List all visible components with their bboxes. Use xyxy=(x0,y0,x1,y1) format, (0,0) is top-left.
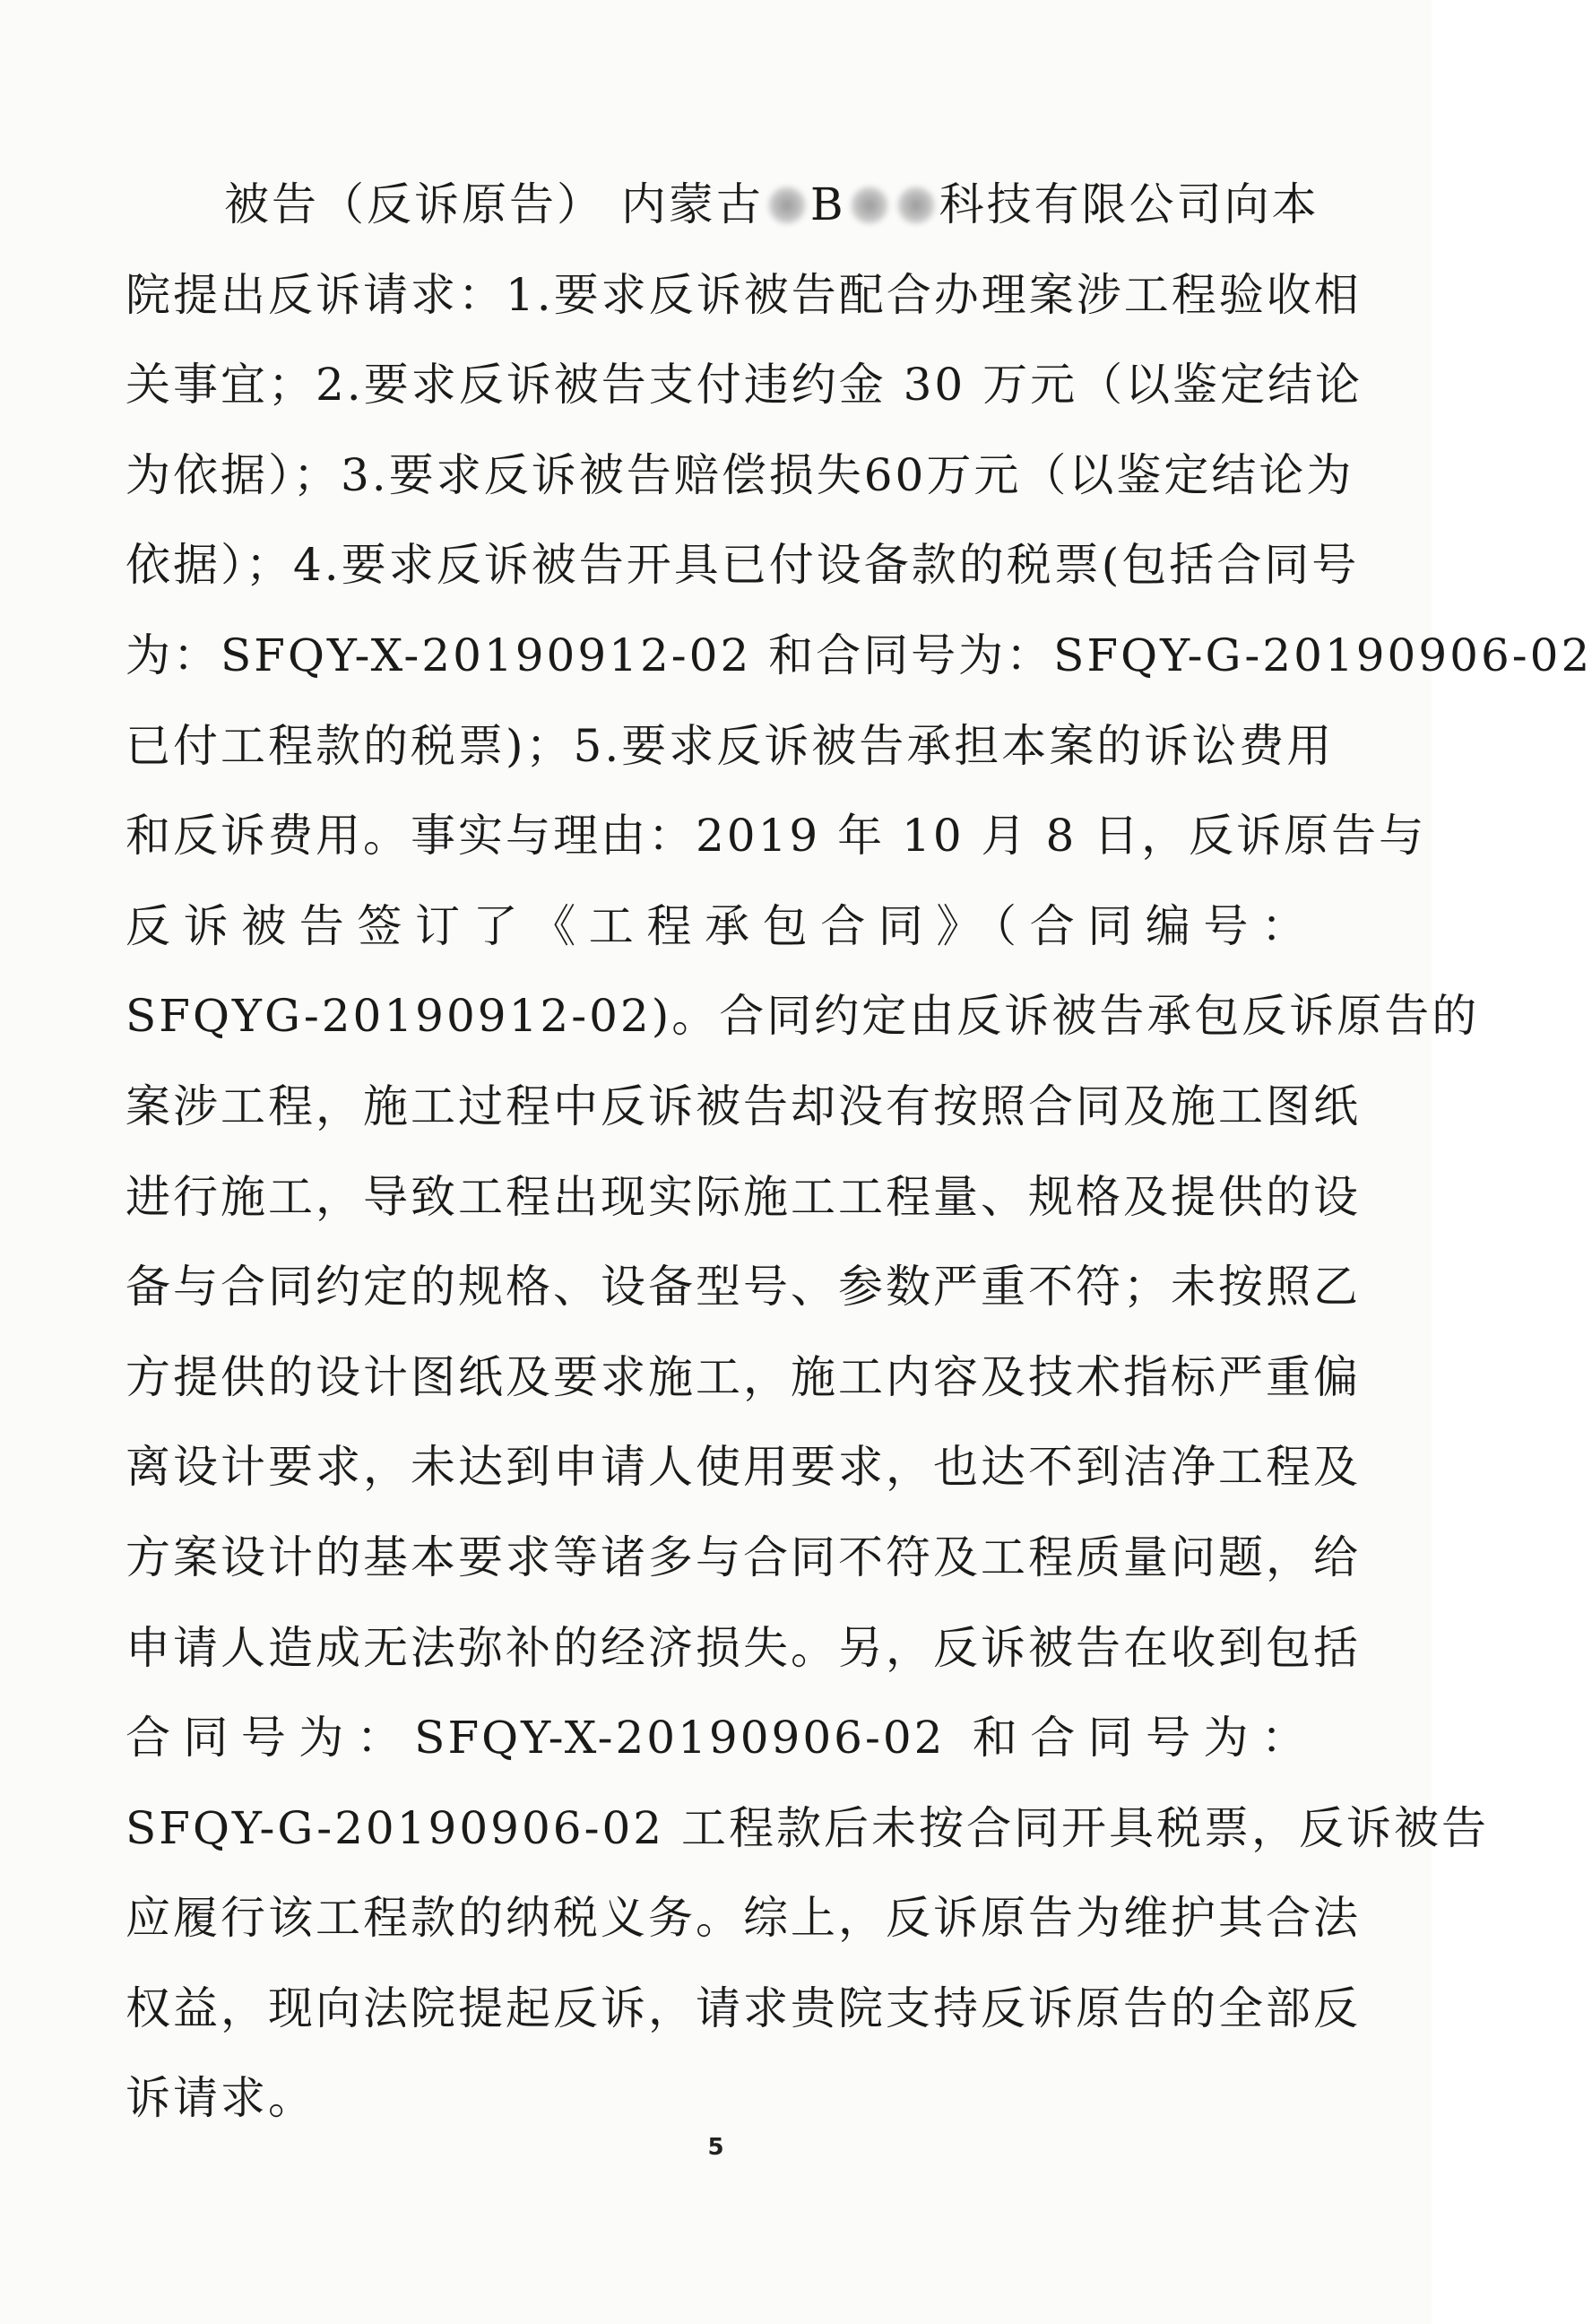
text-line-2: 院提出反诉请求：1.要求反诉被告配合办理案涉工程验收相 xyxy=(125,268,1362,321)
text-line-13: 备与合同约定的规格、设备型号、参数严重不符；未按照乙 xyxy=(125,1261,1361,1314)
text-line-4: 为依据）；3.要求反诉被告赔偿损失60万元（以鉴定结论为 xyxy=(125,448,1354,501)
text-line-1-end: 科技有限公司向本 xyxy=(939,178,1319,230)
text-line-22: 诉请求。 xyxy=(125,2072,316,2125)
counterclaim-paragraph xyxy=(125,160,1592,2144)
text-line-20: 应履行该工程款的纳税义务。综上，反诉原告为维护其合法 xyxy=(125,1892,1361,1945)
text-line-6: 为：SFQY-X-20190912-02 和合同号为：SFQY-G-20190906-02 xyxy=(125,629,1592,681)
text-line-5: 依据）；4.要求反诉被告开具已付设备款的税票(包括合同号 xyxy=(125,539,1360,592)
text-line-10: SFQYG-20190912-02)。合同约定由反诉被告承包反诉原告的 xyxy=(125,990,1480,1043)
text-line-16: 方案设计的基本要求等诸多与合同不符及工程质量问题，给 xyxy=(125,1531,1361,1583)
text-line-1 xyxy=(125,160,1319,250)
text-line-19: SFQY-G-20190906-02 工程款后未按合同开具税票，反诉被告 xyxy=(125,1801,1490,1854)
text-line-14: 方提供的设计图纸及要求施工，施工内容及技术指标严重偏 xyxy=(125,1350,1361,1403)
redaction-blur xyxy=(850,186,889,225)
redaction-blur xyxy=(896,186,936,225)
text-line-15: 离设计要求，未达到申请人使用要求，也达不到洁净工程及 xyxy=(125,1441,1361,1494)
redaction-blur xyxy=(767,186,807,225)
text-line-9: 反诉被告签订了《工程承包合同》（合同编号： xyxy=(125,899,1309,952)
text-line-8: 和反诉费用。事实与理由：2019 年 10 月 8 日，反诉原告与 xyxy=(125,810,1427,863)
text-line-18: 合同号为：SFQY-X-20190906-02 和合同号为： xyxy=(125,1712,1309,1765)
text-line-12: 进行施工，导致工程出现实际施工工程量、规格及提供的设 xyxy=(125,1170,1361,1223)
text-line-3: 关事宜；2.要求反诉被告支付违约金 30 万元（以鉴定结论 xyxy=(125,359,1363,412)
text-line-11: 案涉工程，施工过程中反诉被告却没有按照合同及施工图纸 xyxy=(125,1080,1361,1132)
redacted-company-letter: B xyxy=(809,178,846,230)
text-line-7: 已付工程款的税票)；5.要求反诉被告承担本案的诉讼费用 xyxy=(125,719,1335,772)
text-line-17: 申请人造成无法弥补的经济损失。另，反诉被告在收到包括 xyxy=(125,1621,1361,1674)
text-line-21: 权益，现向法院提起反诉，请求贵院支持反诉原告的全部反 xyxy=(125,1981,1361,2034)
text-line-1-start: 被告（反诉原告） 内蒙古 xyxy=(224,178,764,230)
page-number: 5 xyxy=(707,2134,724,2161)
